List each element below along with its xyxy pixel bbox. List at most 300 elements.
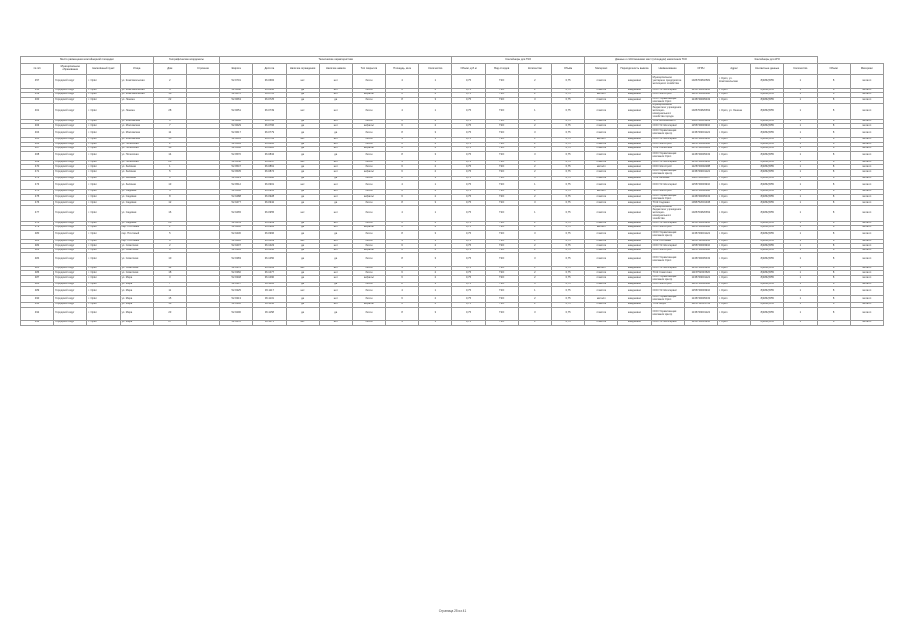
table-cell-n: 483 [21,248,54,253]
table-cell-b [186,194,219,201]
table-cell-mo: Городской округ [54,93,87,98]
table-cell-f: нет [286,160,319,165]
table-cell-c: нет [319,169,352,176]
table-cell-c: нет [319,221,352,226]
table-cell-km: металл [850,321,883,326]
table-cell-p: ежедневно [618,176,651,181]
table-cell-s: 4 [386,160,419,165]
table-cell-np: г. Орёл [87,253,120,267]
table-cell-v2: 0,75 [552,201,585,206]
table-cell-st: ул. Садовая [120,190,153,195]
table-cell-org: ООО УК Жилсервис [651,88,684,93]
table-cell-lon: 36.0861 [253,165,286,170]
table-cell-v2: 0,75 [552,104,585,120]
table-cell-ct: 8(4862)555 [751,206,784,222]
column-header: Количество [784,64,817,75]
table-cell-k: 1 [419,160,452,165]
table-cell-m: пластик [585,75,618,89]
table-cell-kq: 1 [784,169,817,176]
table-cell-n2: 2 [518,226,551,231]
table-row [21,169,884,176]
table-cell-w: ТКО [485,160,518,165]
table-cell-kq: 1 [784,75,817,89]
table-cell-w: ТКО [485,282,518,287]
table-cell-c: да [319,282,352,287]
table-cell-ct: 8(4862)555 [751,124,784,129]
table-cell-kq: 1 [784,266,817,271]
table-cell-v2: 0,75 [552,244,585,249]
table-cell-d: 23 [153,307,186,321]
table-cell-ogrn: 1025700832581 [684,75,717,89]
table-cell-k: 1 [419,321,452,326]
table-cell-org: ООО Жилстрой [651,165,684,170]
table-cell-c: нет [319,296,352,303]
table-cell-f: да [286,194,319,201]
table-cell-f: нет [286,104,319,120]
table-cell-km: металл [850,151,883,160]
table-cell-lon: 36.0725 [253,97,286,104]
table-cell-lat: 52.9453 [220,221,253,226]
table-cell-p: ежедневно [618,147,651,152]
table-cell-v: 0,75 [452,160,485,165]
table-cell-s: 6 [386,244,419,249]
column-header: Широта [220,64,253,75]
table-cell-km: металл [850,230,883,239]
table-cell-c: нет [319,165,352,170]
table-cell-org: ТСЖ Московская 3 [651,119,684,124]
table-cell-s: 4 [386,287,419,296]
table-cell-v2: 0,75 [552,296,585,303]
table-cell-mo: Городской округ [54,190,87,195]
table-cell-org: ООО УК Жилсервис [651,266,684,271]
table-cell-k: 2 [419,190,452,195]
table-cell-d: 13 [153,181,186,190]
table-cell-st: ул. Садовая [120,221,153,226]
table-cell-b [186,275,219,282]
column-header: № п/п [21,64,54,75]
table-cell-np: г. Орёл [87,147,120,152]
table-cell-lat: 52.9477 [220,201,253,206]
table-cell-lat: 52.9418 [220,239,253,244]
column-header: Наименование [651,64,684,75]
column-group-header: Контейнеры для ТКО [452,57,585,64]
column-header: Наличие ограждения [286,64,319,75]
table-cell-k: 1 [419,266,452,271]
table-cell-ogrn: 1145749005433 [684,97,717,104]
table-cell-np: г. Орёл [87,230,120,239]
table-cell-c: нет [319,124,352,129]
table-cell-d: 22 [153,97,186,104]
table-cell-v: 0,75 [452,307,485,321]
table-cell-k: 2 [419,275,452,282]
table-cell-ogrn: 1075752003381 [684,147,717,152]
table-cell-m: пластик [585,253,618,267]
table-cell-w: ТКО [485,221,518,226]
table-cell-c: нет [319,93,352,98]
table-cell-kv: 8 [817,296,850,303]
table-cell-pv: бетон [352,221,385,226]
table-cell-n: 480 [21,230,54,239]
table-cell-v2: 0,75 [552,151,585,160]
table-cell-km: металл [850,104,883,120]
table-cell-v: 0,75 [452,271,485,276]
table-cell-org: ООО Жилстрой [651,142,684,147]
table-cell-s: 6 [386,271,419,276]
table-cell-lon: 36.0820 [253,147,286,152]
table-cell-s: 6 [386,119,419,124]
table-cell-p: ежедневно [618,226,651,231]
table-cell-ogrn: 1115752003520 [684,271,717,276]
table-cell-addr: г. Орёл [717,244,750,249]
table-cell-np: г. Орёл [87,88,120,93]
column-header: Наличие навеса [319,64,352,75]
table-cell-addr: г. Орёл [717,129,750,138]
table-cell-kq: 1 [784,275,817,282]
table-cell-lon: 36.1077 [253,271,286,276]
table-cell-kq: 1 [784,296,817,303]
table-cell-kv: 8 [817,248,850,253]
table-cell-v2: 0,75 [552,93,585,98]
table-cell-v2: 0,75 [552,226,585,231]
table-cell-v2: 0,75 [552,75,585,89]
table-cell-lat: 52.9290 [220,307,253,321]
table-cell-mo: Городской округ [54,119,87,124]
table-cell-ct: 8(4862)555 [751,194,784,201]
column-header: Долгота [253,64,286,75]
table-cell-p: ежедневно [618,287,651,296]
table-cell-f: да [286,253,319,267]
table-cell-lat: 52.9442 [220,226,253,231]
table-cell-kq: 1 [784,201,817,206]
table-cell-n: 479 [21,226,54,231]
table-cell-np: г. Орёл [87,169,120,176]
table-cell-w: ТКО [485,142,518,147]
table-cell-km: металл [850,201,883,206]
table-cell-p: ежедневно [618,253,651,267]
table-cell-n2: 3 [518,307,551,321]
table-cell-lon: 36.0696 [253,88,286,93]
table-cell-n2: 1 [518,160,551,165]
table-cell-v: 0,75 [452,239,485,244]
table-cell-pv: бетон [352,230,385,239]
table-cell-n: 476 [21,201,54,206]
table-cell-addr: г. Орёл [717,221,750,226]
table-cell-k: 2 [419,248,452,253]
table-cell-kv: 8 [817,239,850,244]
table-cell-b [186,75,219,89]
table-cell-addr: г. Орёл [717,206,750,222]
table-cell-v2: 0,75 [552,138,585,143]
table-cell-v: 0,75 [452,119,485,124]
table-cell-km: металл [850,147,883,152]
table-cell-lon: 36.0888 [253,176,286,181]
table-cell-addr: г. Орёл [717,88,750,93]
table-cell-p: ежедневно [618,230,651,239]
table-cell-m: металл [585,226,618,231]
table-cell-km: металл [850,160,883,165]
table-cell-k: 2 [419,226,452,231]
table-cell-kq: 1 [784,194,817,201]
table-cell-f: да [286,271,319,276]
table-cell-m: пластик [585,303,618,308]
table-cell-f: да [286,296,319,303]
table-cell-m: пластик [585,181,618,190]
table-row [21,194,884,201]
table-cell-addr: г. Орёл [717,307,750,321]
table-cell-addr: г. Орёл [717,176,750,181]
table-cell-d: 10 [153,253,186,267]
table-cell-n: 475 [21,194,54,201]
table-cell-ct: 8(4862)555 [751,160,784,165]
table-cell-m: пластик [585,248,618,253]
table-cell-lon: 36.0806 [253,142,286,147]
table-cell-k: 3 [419,151,452,160]
table-cell-lat: 52.9278 [220,321,253,326]
table-cell-f: да [286,88,319,93]
table-cell-s: 8 [386,97,419,104]
table-cell-d: 2 [153,142,186,147]
table-cell-km: металл [850,303,883,308]
table-cell-b [186,253,219,267]
table-cell-n: 467 [21,147,54,152]
table-cell-pv: бетон [352,104,385,120]
table-cell-st: ул. Советская [120,266,153,271]
table-cell-f: да [286,303,319,308]
table-cell-km: металл [850,97,883,104]
table-cell-st: ул. Мира [120,275,153,282]
column-header: Адрес [717,64,750,75]
table-cell-org: ООО Жилстрой [651,248,684,253]
table-cell-s: 6 [386,221,419,226]
table-cell-org: ООО Управляющая компания Центр [651,169,684,176]
table-cell-p: ежедневно [618,244,651,249]
table-cell-n2: 3 [518,151,551,160]
table-cell-s: 8 [386,151,419,160]
table-cell-k: 3 [419,282,452,287]
table-cell-m: пластик [585,321,618,326]
table-cell-d: 6 [153,248,186,253]
table-cell-n: 491 [21,303,54,308]
table-cell-org: ООО Управляющая компания Орёл [651,194,684,201]
table-cell-pv: бетон [352,307,385,321]
table-cell-km: металл [850,296,883,303]
table-cell-kq: 1 [784,253,817,267]
table-cell-pv: асфальт [352,275,385,282]
table-cell-ogrn: 1025700826652 [684,206,717,222]
table-cell-b [186,97,219,104]
table-cell-ct: 8(4862)555 [751,287,784,296]
table-cell-d: 12 [153,201,186,206]
table-cell-ct: 8(4862)555 [751,271,784,276]
table-cell-p: ежедневно [618,296,651,303]
table-cell-w: ТКО [485,93,518,98]
table-cell-w: ТКО [485,138,518,143]
table-cell-n2: 3 [518,129,551,138]
table-cell-lon: 36.0928 [253,194,286,201]
table-cell-n2: 1 [518,239,551,244]
table-cell-f: нет [286,138,319,143]
table-cell-pv: бетон [352,253,385,267]
table-cell-p: ежедневно [618,88,651,93]
table-cell-np: г. Орёл [87,104,120,120]
table-cell-c: да [319,151,352,160]
table-cell-np: г. Орёл [87,296,120,303]
table-cell-f: да [286,129,319,138]
table-cell-n: 488 [21,282,54,287]
table-cell-k: 3 [419,129,452,138]
table-cell-lat: 52.9383 [220,253,253,267]
table-cell-n: 487 [21,275,54,282]
table-cell-b [186,181,219,190]
table-cell-d: 2 [153,244,186,249]
table-cell-addr: г. Орёл [717,119,750,124]
table-cell-m: пластик [585,221,618,226]
table-cell-kv: 8 [817,169,850,176]
table-cell-pv: асфальт [352,147,385,152]
table-cell-v: 0,75 [452,221,485,226]
table-cell-v: 0,75 [452,75,485,89]
table-cell-lat: 52.9629 [220,124,253,129]
table-cell-addr: г. Орёл [717,296,750,303]
table-cell-st: ул. Полесская [120,160,153,165]
table-cell-s: 8 [386,230,419,239]
table-cell-lon: 36.1104 [253,282,286,287]
table-cell-ct: 8(4862)555 [751,88,784,93]
table-cell-kv: 8 [817,190,850,195]
table-cell-n2: 1 [518,321,551,326]
table-cell-st: ул. Садовая [120,206,153,222]
table-cell-lon: 36.1171 [253,321,286,326]
table-cell-n: 481 [21,239,54,244]
table-cell-addr: г. Орёл [717,147,750,152]
table-cell-m: пластик [585,124,618,129]
table-cell-d: 16 [153,206,186,222]
table-cell-lat: 52.9688 [220,88,253,93]
table-cell-ct: 8(4862)555 [751,165,784,170]
table-cell-s: 4 [386,206,419,222]
table-cell-mo: Городской округ [54,160,87,165]
table-cell-org: ООО Жилстрой [651,226,684,231]
column-header: Объём [817,64,850,75]
table-cell-km: металл [850,239,883,244]
table-cell-addr: г. Орёл [717,253,750,267]
table-row [21,230,884,239]
table-cell-km: металл [850,88,883,93]
table-cell-v2: 0,75 [552,165,585,170]
table-cell-ogrn: 1145749005433 [684,253,717,267]
table-cell-kq: 1 [784,303,817,308]
table-cell-v2: 0,75 [552,230,585,239]
table-cell-w: ТКО [485,190,518,195]
table-cell-m: пластик [585,176,618,181]
table-cell-k: 2 [419,142,452,147]
table-cell-p: ежедневно [618,206,651,222]
table-cell-d: 5 [153,230,186,239]
table-cell-st: пер. Почтовый [120,226,153,231]
table-cell-ct: 8(4862)555 [751,239,784,244]
table-cell-mo: Городской округ [54,138,87,143]
table-cell-st: ул. Мира [120,282,153,287]
table-cell-lon: 36.1036 [253,248,286,253]
table-cell-m: пластик [585,244,618,249]
table-cell-w: ТКО [485,303,518,308]
table-cell-f: нет [286,181,319,190]
table-cell-org: ООО Управляющая компания Центр [651,275,684,282]
table-cell-s: 4 [386,266,419,271]
table-cell-v: 0,75 [452,176,485,181]
table-cell-org: ООО Управляющая компания Центр [651,307,684,321]
table-cell-n: 484 [21,253,54,267]
table-cell-m: металл [585,190,618,195]
table-cell-pv: бетон [352,321,385,326]
table-cell-np: г. Орёл [87,201,120,206]
table-cell-km: металл [850,266,883,271]
table-cell-c: нет [319,75,352,89]
table-cell-km: металл [850,194,883,201]
table-cell-lat: 52.9523 [220,176,253,181]
table-row [21,97,884,104]
table-cell-k: 3 [419,253,452,267]
table-cell-st: ул. Садовая [120,201,153,206]
table-cell-k: 2 [419,296,452,303]
table-cell-b [186,104,219,120]
table-cell-v: 0,75 [452,266,485,271]
table-cell-s: 8 [386,201,419,206]
table-cell-k: 3 [419,230,452,239]
table-cell-v: 0,75 [452,296,485,303]
table-cell-st: ул. Комсомольская [120,93,153,98]
table-cell-w: ТКО [485,129,518,138]
column-header: Дом [153,64,186,75]
table-cell-b [186,151,219,160]
table-cell-v: 0,75 [452,206,485,222]
table-cell-pv: асфальт [352,248,385,253]
table-cell-ogrn: 1155749003910 [684,266,717,271]
table-cell-k: 3 [419,307,452,321]
table-cell-f: нет [286,321,319,326]
table-cell-org: ТСЖ Зелёная [651,176,684,181]
table-cell-n2: 1 [518,266,551,271]
column-header: Вид отходов [485,64,518,75]
table-cell-p: ежедневно [618,321,651,326]
table-cell-f: нет [286,239,319,244]
table-cell-v2: 0,75 [552,221,585,226]
table-cell-ogrn: 1145749005433 [684,151,717,160]
table-cell-w: ТКО [485,169,518,176]
table-cell-org: ООО УК Жилсервис [651,138,684,143]
table-cell-lat: 52.9547 [220,165,253,170]
table-cell-lon: 36.0942 [253,201,286,206]
table-cell-np: г. Орёл [87,206,120,222]
table-cell-k: 1 [419,75,452,89]
table-cell-ogrn: 1145749005433 [684,296,717,303]
table-cell-lon: 36.1090 [253,275,286,282]
table-cell-kq: 1 [784,142,817,147]
table-cell-c: нет [319,239,352,244]
table-cell-p: ежедневно [618,129,651,138]
table-cell-v: 0,75 [452,248,485,253]
table-cell-w: ТКО [485,151,518,160]
table-cell-st: ул. Зелёная [120,165,153,170]
table-cell-d: 18 [153,93,186,98]
table-cell-ogrn: 1125740002288 [684,165,717,170]
table-cell-w: ТКО [485,104,518,120]
table-cell-kv: 8 [817,165,850,170]
table-cell-km: металл [850,282,883,287]
table-cell-c: нет [319,275,352,282]
table-cell-c: нет [319,181,352,190]
table-cell-kv: 8 [817,147,850,152]
